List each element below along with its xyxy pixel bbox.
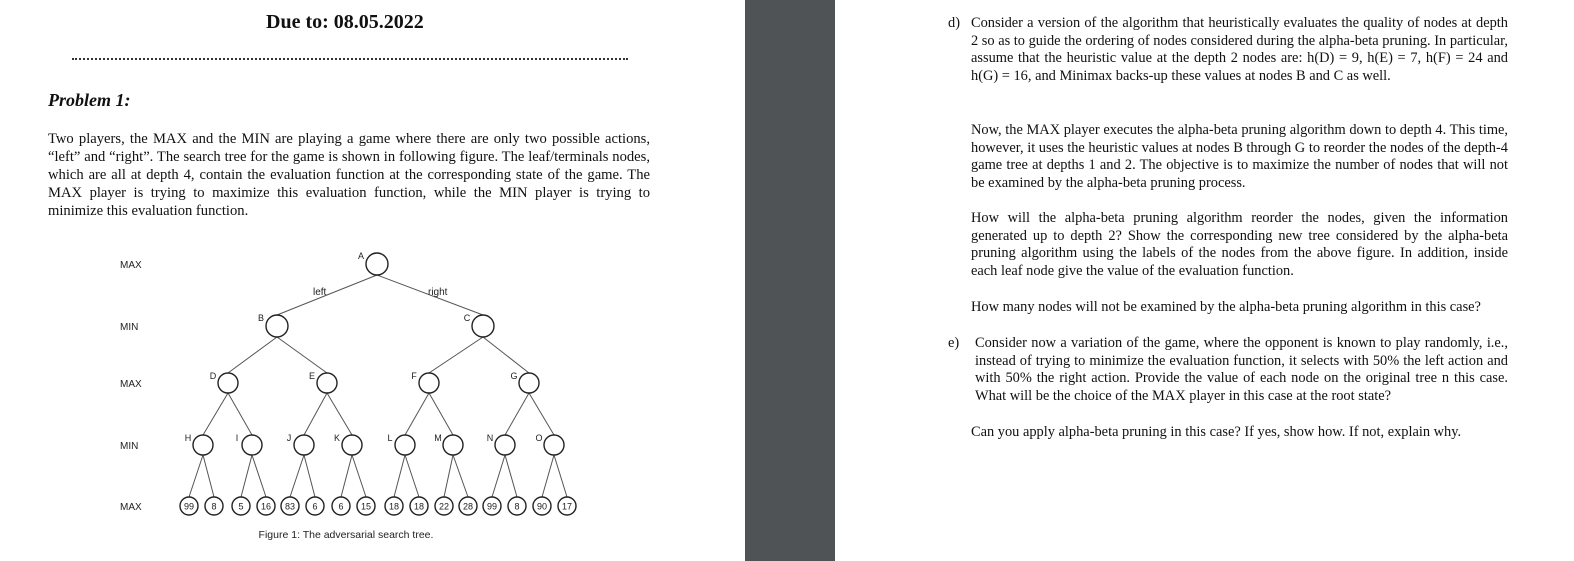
node-d-label: D — [209, 371, 217, 381]
item-e-marker: e) — [948, 335, 960, 351]
leaf-value: 18 — [388, 501, 400, 512]
node-g — [519, 373, 539, 393]
dotted-separator — [72, 58, 628, 60]
leaf-value: 90 — [536, 501, 548, 512]
leaf-value: 83 — [284, 501, 296, 512]
problem-intro: Two players, the MAX and the MIN are playing a game where there are only two possible actions, “left” and “right”. The search tree for the game is shown in following figure. The leaf/terminals nodes, which are all at depth 4, contain the evaluation function at the corresponding state of the game. The MAX player is trying to maximize this evaluation function, while the MIN player is trying to minimize this evaluation function. — [48, 131, 650, 219]
node-m — [443, 435, 463, 455]
node-l — [395, 435, 415, 455]
tree-edge — [429, 337, 483, 373]
tree-edge — [554, 455, 567, 497]
leaf-value: 15 — [360, 501, 372, 512]
tree-edge — [394, 455, 405, 497]
tree-edge — [444, 455, 453, 497]
right-page — [835, 0, 1574, 561]
node-h — [193, 435, 213, 455]
leaf-value: 22 — [438, 501, 450, 512]
node-o — [544, 435, 564, 455]
node-l-label: L — [387, 433, 393, 443]
level-label-max: MAX — [120, 502, 142, 513]
node-e — [317, 373, 337, 393]
tree-edge — [429, 393, 453, 435]
level-label-min: MIN — [120, 441, 139, 452]
search-tree-figure — [0, 240, 745, 561]
level-label-max: MAX — [120, 379, 142, 390]
tree-edge — [277, 275, 377, 315]
item-d-marker: d) — [948, 15, 960, 31]
tree-edge — [542, 455, 554, 497]
node-b — [266, 315, 288, 337]
tree-edge — [505, 393, 529, 435]
node-k — [342, 435, 362, 455]
node-b-label: B — [257, 313, 265, 323]
tree-edge — [277, 337, 327, 373]
node-i — [242, 435, 262, 455]
tree-edge — [341, 455, 352, 497]
item-e-paragraph-2: Can you apply alpha-beta pruning in this case? If yes, show how. If not, explain why. — [971, 424, 1462, 440]
tree-edge — [203, 455, 214, 497]
node-h-label: H — [184, 433, 192, 443]
node-m-label: M — [434, 433, 442, 443]
node-k-label: K — [333, 433, 341, 443]
tree-edge — [189, 455, 203, 497]
tree-edge — [483, 337, 529, 373]
level-label-min: MIN — [120, 322, 139, 333]
leaf-value: 17 — [561, 501, 573, 512]
tree-edge — [304, 455, 315, 497]
tree-edge — [252, 455, 266, 497]
tree-edge — [304, 393, 327, 435]
leaf-value: 8 — [514, 501, 520, 512]
item-d-paragraph-4: How many nodes will not be examined by the alpha-beta pruning algorithm in this case? — [971, 299, 1481, 315]
due-date: Due to: 08.05.2022 — [266, 11, 424, 33]
node-f-label: F — [411, 371, 417, 381]
tree-edge — [492, 455, 505, 497]
leaf-value: 28 — [462, 501, 474, 512]
tree-edge — [228, 337, 277, 373]
node-j — [294, 435, 314, 455]
node-g-label: G — [510, 371, 518, 381]
leaf-value: 8 — [211, 501, 217, 512]
problem-title: Problem 1: — [48, 90, 131, 110]
item-d-paragraph-1: Consider a version of the algorithm that heuristically evaluates the quality of nodes at depth 2 so as to guide the ordering of nodes considered during the alpha-beta pruning. In particular, assume that the heuristic value at the depth 2 nodes are: h(D) = 9, h(E) = 7, h(F) = 24 and h(G) = 16, and Minimax backs-up these values at nodes B and C as well. — [971, 15, 1508, 84]
item-d-paragraph-2: Now, the MAX player executes the alpha-beta pruning algorithm down to depth 4. This time, however, it uses the heuristic values at nodes B through G to reorder the nodes of the depth-4 game tree at depths 1 and 2. The objective is to maximize the number of nodes that will not be examined by the alpha-beta pruning process. — [971, 122, 1508, 191]
node-c-label: C — [463, 313, 471, 323]
item-e-paragraph-1: Consider now a variation of the game, where the opponent is known to play randomly, i.e., instead of trying to minimize the evaluation function, it selects with 50% the left action and with 50% the right action. Provide the value of each node on the original tree n this case. What will be the choice of the MAX player in this case at the root state? — [975, 335, 1508, 404]
node-d — [218, 373, 238, 393]
node-n — [495, 435, 515, 455]
tree-edge — [352, 455, 366, 497]
leaf-value: 5 — [238, 501, 244, 512]
edge-label-right: right — [428, 287, 448, 298]
tree-edge — [405, 455, 419, 497]
leaf-value: 6 — [312, 501, 318, 512]
tree-edge — [203, 393, 228, 435]
level-label-max: MAX — [120, 260, 142, 271]
tree-edge — [290, 455, 304, 497]
node-i-label: I — [235, 433, 239, 443]
tree-edge — [228, 393, 252, 435]
node-a-label: A — [357, 251, 365, 261]
node-a — [366, 253, 388, 275]
item-d-paragraph-3: How will the alpha-beta pruning algorithm reorder the nodes, given the information generated up to depth 2? Show the corresponding new tree considered by the alpha-beta pruning algorithm using the labels of the nodes from the above figure. In addition, inside each leaf node give the value of the evaluation function. — [971, 210, 1508, 279]
leaf-value: 99 — [486, 501, 498, 512]
tree-edge — [529, 393, 554, 435]
node-n-label: N — [486, 433, 494, 443]
node-f — [419, 373, 439, 393]
tree-edge — [241, 455, 252, 497]
tree-edge — [327, 393, 352, 435]
node-o-label: O — [535, 433, 543, 443]
leaf-value: 18 — [413, 501, 425, 512]
figure-caption: Figure 1: The adversarial search tree. — [258, 529, 434, 541]
left-page — [0, 0, 745, 561]
tree-edge — [505, 455, 517, 497]
leaf-value: 99 — [183, 501, 195, 512]
node-c — [472, 315, 494, 337]
edge-label-left: left — [313, 287, 327, 298]
tree-edge — [453, 455, 468, 497]
leaf-value: 6 — [338, 501, 344, 512]
leaf-value: 16 — [260, 501, 272, 512]
tree-edge — [405, 393, 429, 435]
viewer-gutter — [745, 0, 835, 561]
node-e-label: E — [308, 371, 316, 381]
node-j-label: J — [286, 433, 292, 443]
